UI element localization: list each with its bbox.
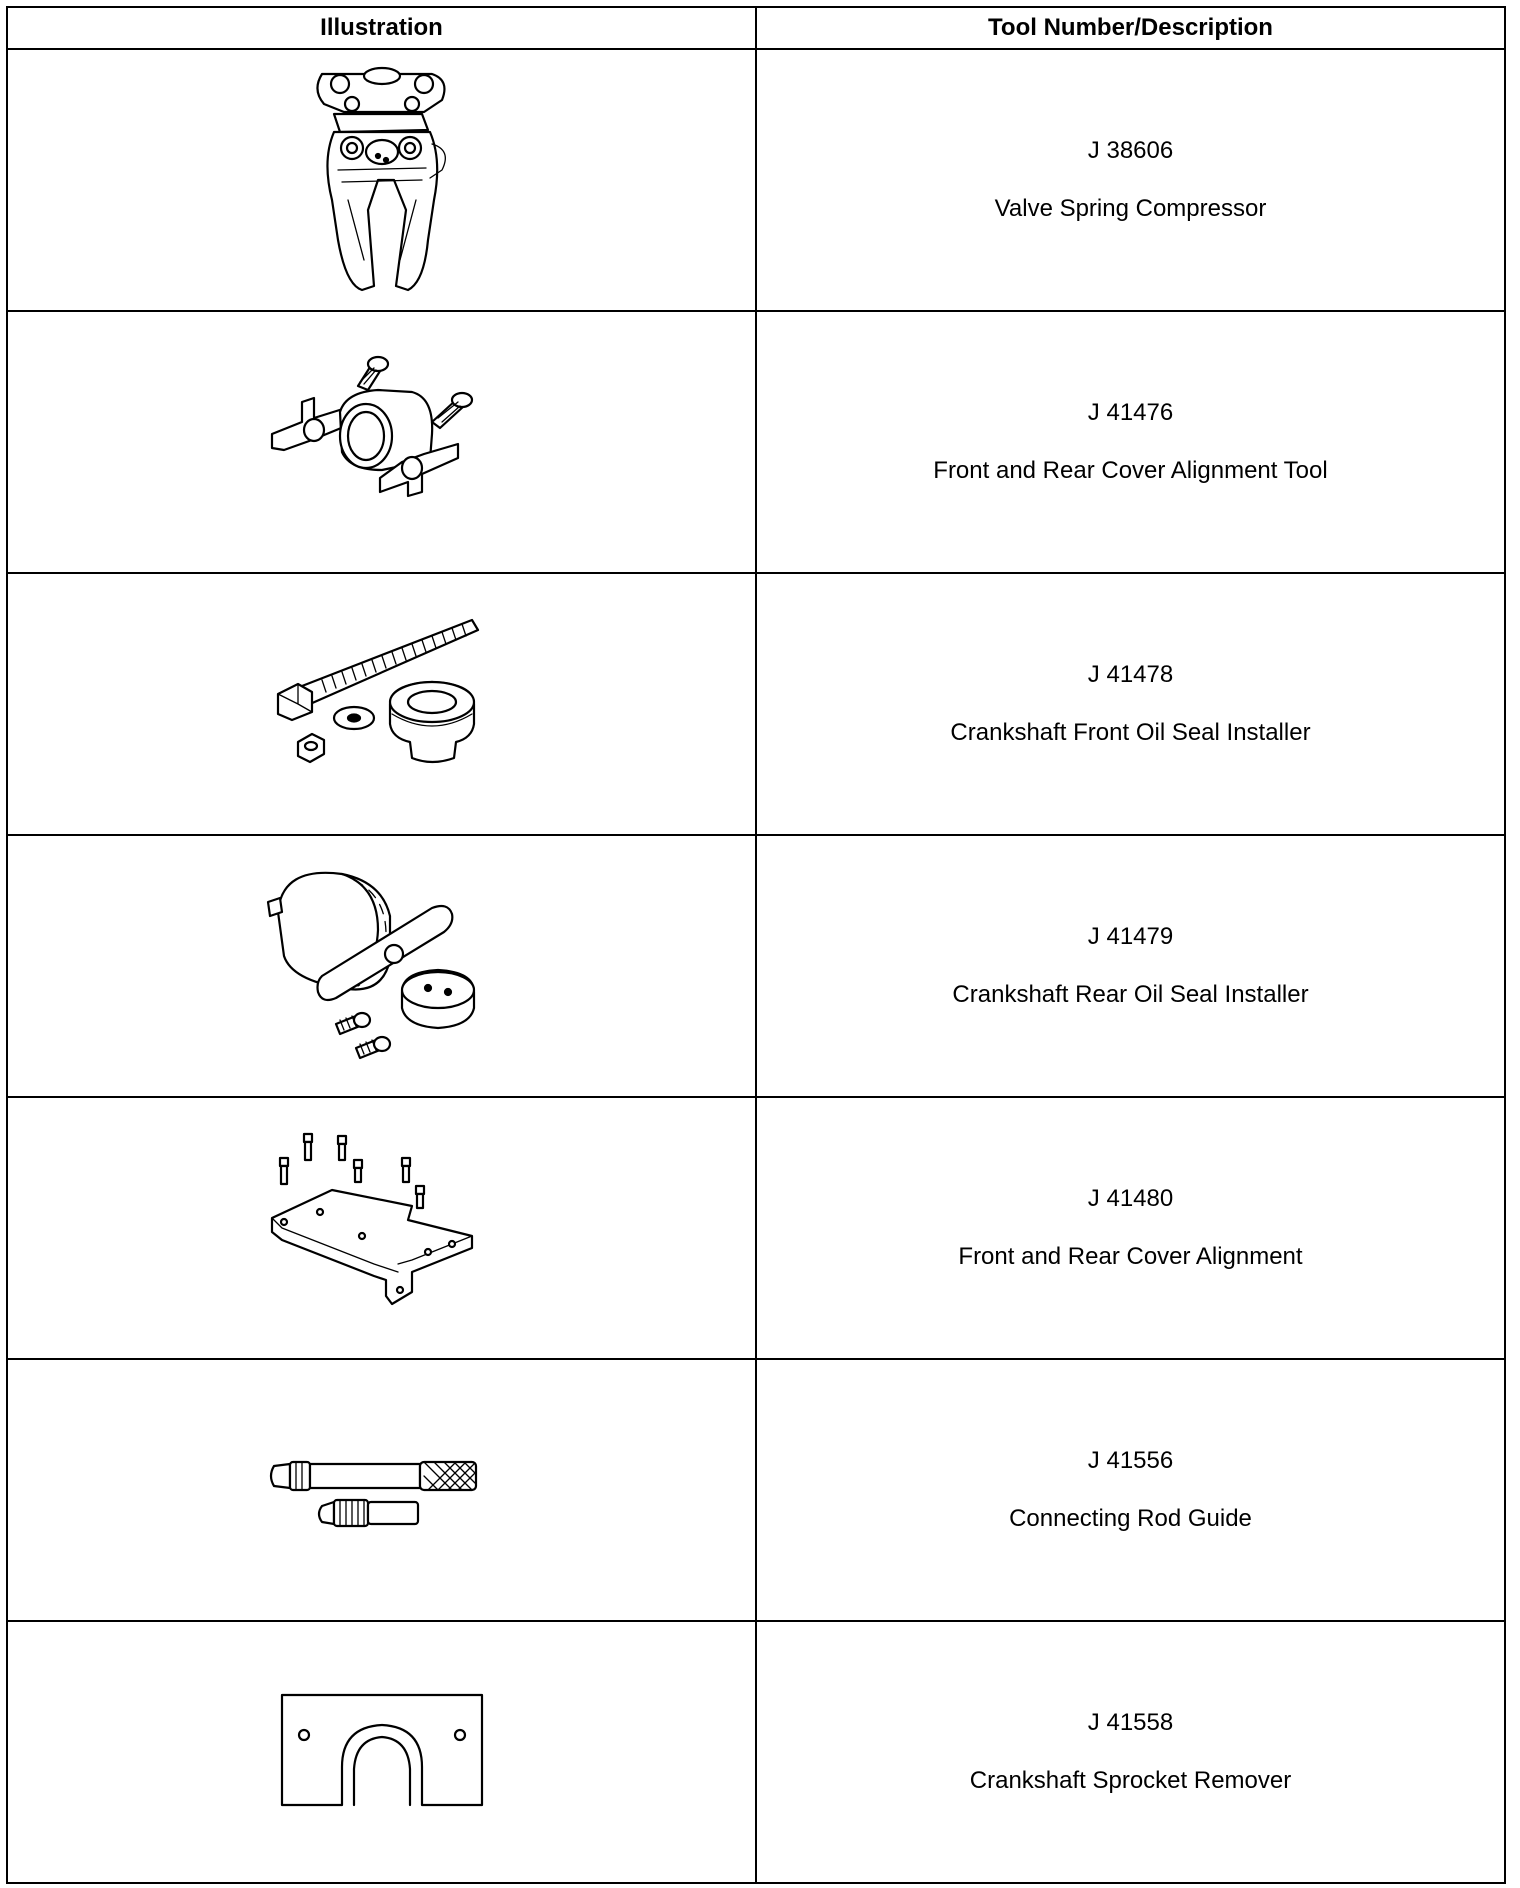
illustration-cell [7,835,756,1097]
illustration-cell [7,573,756,835]
table-row [7,49,1505,311]
illustration-cell [7,311,756,573]
table-row [7,1359,1505,1621]
tool-number: J 41478 [1087,661,1174,688]
sprocket-remover-icon [272,1687,492,1817]
tool-name: Valve Spring Compressor [994,195,1267,222]
tool-description-cell [756,835,1505,1097]
table-header-row [7,7,1505,49]
tool-name: Front and Rear Cover Alignment [958,1243,1303,1270]
tool-number: J 41480 [1087,1185,1174,1212]
special-tools-table [6,6,1506,1884]
tool-description-cell [756,1359,1505,1621]
tool-description-cell [756,1097,1505,1359]
cover-alignment-plate-icon [262,1128,502,1328]
tool-description-cell [756,49,1505,311]
tool-name: Crankshaft Front Oil Seal Installer [950,719,1311,746]
tool-name: Front and Rear Cover Alignment Tool [933,457,1328,484]
front-oil-seal-installer-icon [262,614,502,794]
tool-number: J 41479 [1087,923,1174,950]
header-illustration: Illustration [7,7,756,49]
tool-name: Crankshaft Sprocket Remover [969,1767,1292,1794]
header-tool-number-description: Tool Number/Description [756,7,1505,49]
illustration-cell [7,1359,756,1621]
tool-number: J 41556 [1087,1447,1174,1474]
tool-description-cell [756,311,1505,573]
valve-spring-compressor-icon [282,60,482,300]
rear-oil-seal-installer-icon [262,856,502,1076]
tool-number: J 41558 [1087,1709,1174,1736]
tool-name: Crankshaft Rear Oil Seal Installer [952,981,1309,1008]
table-row [7,1621,1505,1883]
cover-alignment-tool-icon [262,352,502,532]
tool-description-cell [756,573,1505,835]
tool-number: J 41476 [1087,399,1174,426]
table-row [7,835,1505,1097]
table-row [7,311,1505,573]
tool-description-cell [756,1621,1505,1883]
table-row [7,573,1505,835]
connecting-rod-guide-icon [262,1440,502,1540]
tool-name: Connecting Rod Guide [1009,1505,1252,1532]
illustration-cell [7,49,756,311]
illustration-cell [7,1621,756,1883]
illustration-cell [7,1097,756,1359]
table-row [7,1097,1505,1359]
tool-number: J 38606 [1087,137,1174,164]
tool-table-sheet [6,6,1506,1882]
